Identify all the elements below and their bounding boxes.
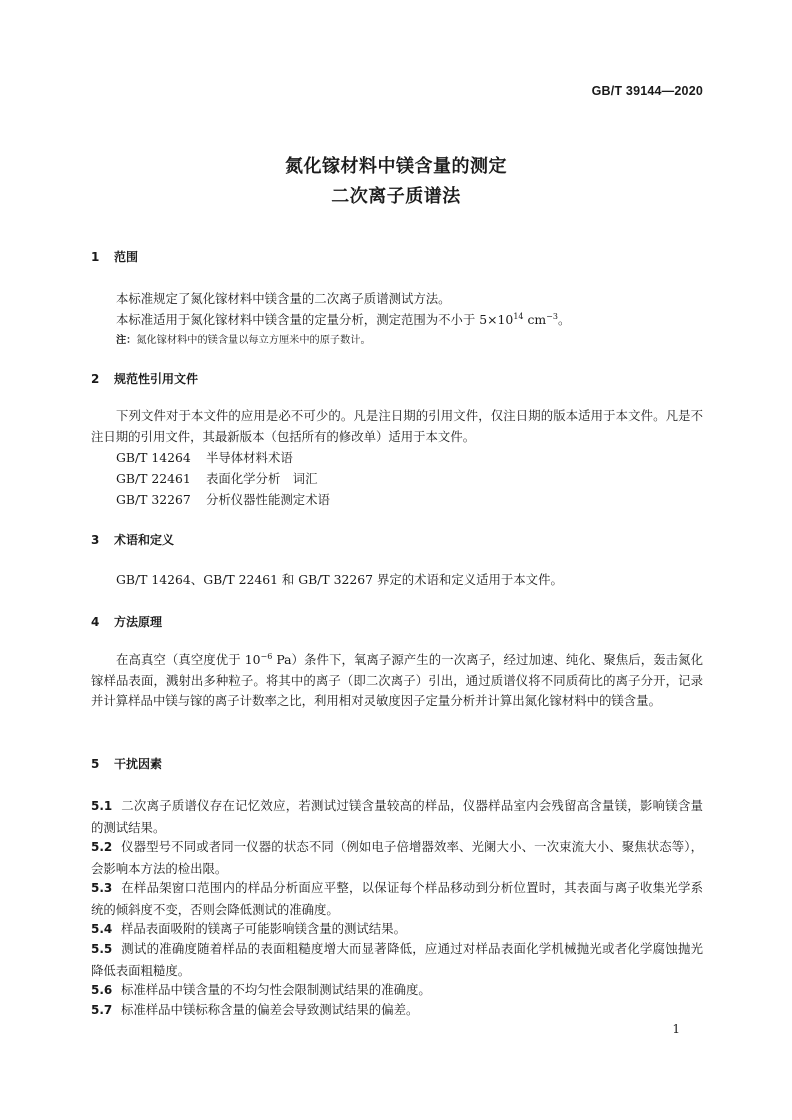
clause-number: 5.5	[91, 942, 113, 956]
section-title: 方法原理	[114, 615, 163, 629]
clause-number: 5.7	[91, 1003, 113, 1017]
clause-number: 5.2	[91, 840, 113, 854]
clause-number: 5.1	[91, 799, 113, 813]
clause-5-2	[91, 836, 703, 879]
section-number: 4	[91, 615, 100, 629]
note-text: 氮化镓材料中的镁含量以每立方厘米中的原子数计。	[136, 335, 371, 346]
document-title: 氮化镓材料中镁含量的测定	[285, 156, 507, 177]
reference-code: GB/T 22461	[116, 471, 191, 486]
section-title: 规范性引用文件	[114, 372, 199, 386]
clause-text: 测试的准确度随着样品的表面粗糙度增大而显著降低，应通过对样品表面化学机械抛光或者化学腐蚀抛光降低表面粗糙度。	[91, 941, 703, 978]
section-number: 2	[91, 372, 100, 386]
scope-paragraph-1: 本标准规定了氮化镓材料中镁含量的二次离子质谱测试方法。	[116, 291, 451, 306]
clause-5-3	[91, 877, 703, 920]
section-3-heading	[91, 531, 174, 548]
section-1-heading	[91, 248, 138, 265]
section-title: 干扰因素	[114, 757, 163, 771]
clause-text: 在样品架窗口范围内的样品分析面应平整，以保证每个样品移动到分析位置时，其表面与离子收集光学系统的倾斜度不变，否则会降低测试的准确度。	[91, 880, 703, 917]
section-number: 3	[91, 533, 100, 547]
reference-code: GB/T 14264	[116, 450, 191, 465]
clause-5-6	[91, 979, 703, 1001]
clause-text: 二次离子质谱仪存在记忆效应，若测试过镁含量较高的样品，仪器样品室内会残留高含量镁，影响镁含量的测试结果。	[91, 798, 703, 835]
page-number: 1	[672, 1022, 680, 1036]
principle-paragraph: 在高真空（真空度优于 $10^{-6}$ Pa）条件下，氧离子源产生的一次离子，经过加速、纯化、聚焦后，轰击氮化镓样品表面，溅射出多种粒子。将其中的离子（即二次离子）引出，通过质谱仪将不同质荷比的离子分开，记录并计算样品中镁与镓的离子计数率之比，利用相对灵敏度因子定量分析并计算出氮化镓材料中的镁含量。	[91, 652, 703, 708]
document-subtitle: 二次离子质谱法	[331, 186, 461, 207]
section-2-heading	[91, 370, 198, 387]
clause-text: 仪器型号不同或者同一仪器的状态不同（例如电子倍增器效率、光阑大小、一次束流大小、聚焦状态等），会影响本方法的检出限。	[91, 839, 703, 876]
scope-paragraph-2: 本标准适用于氮化镓材料中镁含量的定量分析，测定范围为不小于 $5\times 10^{14}$ $cm^{-3}$。	[116, 312, 571, 327]
section-number: 1	[91, 250, 100, 264]
reference-item	[116, 448, 293, 466]
clause-number: 5.3	[91, 881, 113, 895]
section-title: 范围	[114, 250, 139, 264]
reference-item	[116, 490, 330, 508]
note-label: 注：	[116, 335, 137, 346]
clause-5-1	[91, 795, 703, 838]
clause-5-4	[91, 918, 703, 940]
scope-note	[116, 331, 371, 346]
terms-paragraph: GB/T 14264、GB/T 22461 和 GB/T 32267 界定的术语和定义适用于本文件。	[116, 572, 563, 587]
reference-code: GB/T 32267	[116, 492, 191, 507]
section-5-heading	[91, 755, 162, 772]
section-4-heading	[91, 613, 162, 630]
clause-5-7	[91, 999, 703, 1021]
section-number: 5	[91, 757, 100, 771]
clause-text: 标准样品中镁标称含量的偏差会导致测试结果的偏差。	[121, 1002, 419, 1017]
clause-number: 5.6	[91, 983, 113, 997]
clause-number: 5.4	[91, 922, 113, 936]
reference-title: 半导体材料术语	[206, 450, 293, 465]
clause-text: 样品表面吸附的镁离子可能影响镁含量的测试结果。	[121, 921, 406, 936]
reference-item	[116, 469, 318, 487]
section-title: 术语和定义	[114, 533, 175, 547]
clause-5-5	[91, 938, 703, 981]
clause-text: 标准样品中镁含量的不均匀性会限制测试结果的准确度。	[121, 982, 431, 997]
reference-title: 表面化学分析 词汇	[206, 471, 318, 486]
references-intro: 下列文件对于本文件的应用是必不可少的。凡是注日期的引用文件，仅注日期的版本适用于本文件。凡是不注日期的引用文件，其最新版本（包括所有的修改单）适用于本文件。	[91, 408, 703, 444]
reference-title: 分析仪器性能测定术语	[206, 492, 330, 507]
standard-code: GB/T 39144—2020	[591, 84, 703, 98]
